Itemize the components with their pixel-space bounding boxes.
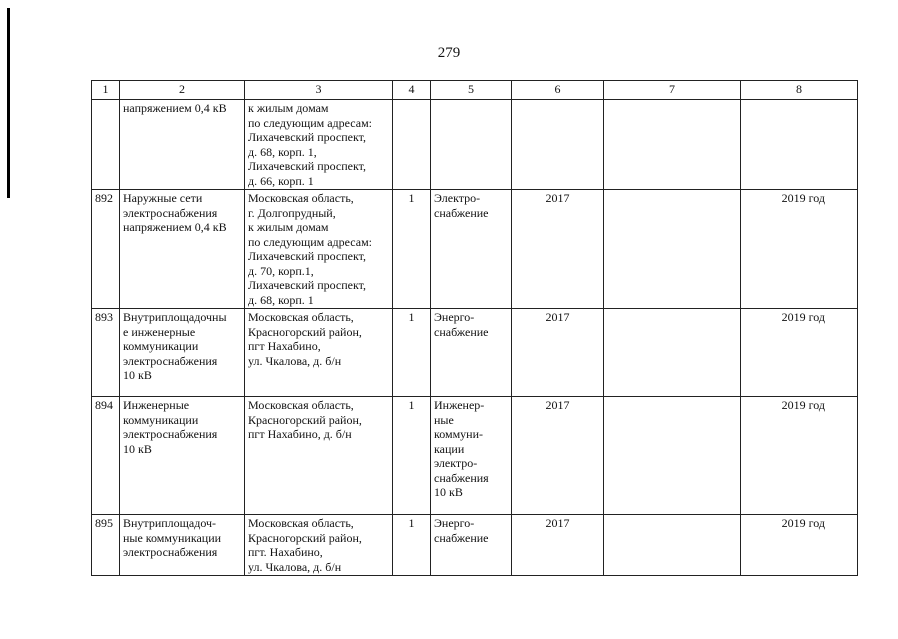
deadline-cell	[741, 100, 858, 190]
header-cell-4: 4	[393, 81, 431, 100]
col7-cell	[604, 515, 741, 576]
quantity-cell: 1	[393, 190, 431, 309]
table-row	[92, 100, 858, 190]
object-name-cell: напряжением 0,4 кВ	[120, 100, 245, 190]
header-cell-7: 7	[604, 81, 741, 100]
table-row	[92, 397, 858, 515]
quantity-cell: 1	[393, 397, 431, 515]
header-cell-2: 2	[120, 81, 245, 100]
header-cell-3: 3	[245, 81, 393, 100]
data-table	[91, 80, 858, 576]
table-row	[92, 190, 858, 309]
row-number-cell: 894	[92, 397, 120, 515]
row-number-cell	[92, 100, 120, 190]
type-cell: Электро- снабжение	[431, 190, 512, 309]
address-cell: Московская область, г. Долгопрудный, к жилым домам по следующим адресам: Лихачевский проспект, д. 70, корп.1, Лихачевский проспект, д. 68, корп. 1	[245, 190, 393, 309]
col7-cell	[604, 309, 741, 397]
deadline-cell: 2019 год	[741, 190, 858, 309]
address-cell: Московская область, Красногорский район, пгт Нахабино, ул. Чкалова, д. б/н	[245, 309, 393, 397]
address-cell: Московская область, Красногорский район, пгт. Нахабино, ул. Чкалова, д. б/н	[245, 515, 393, 576]
page-number: 279	[437, 45, 461, 61]
year-cell: 2017	[512, 397, 604, 515]
row-number-cell: 893	[92, 309, 120, 397]
deadline-cell: 2019 год	[741, 397, 858, 515]
object-name-cell: Внутриплощадочны е инженерные коммуникации электроснабжения 10 кВ	[120, 309, 245, 397]
table-row	[92, 515, 858, 576]
address-cell: Московская область, Красногорский район, пгт Нахабино, д. б/н	[245, 397, 393, 515]
year-cell: 2017	[512, 190, 604, 309]
object-name-cell: Инженерные коммуникации электроснабжения 10 кВ	[120, 397, 245, 515]
type-cell: Энерго- снабжение	[431, 309, 512, 397]
col7-cell	[604, 190, 741, 309]
quantity-cell: 1	[393, 309, 431, 397]
year-cell	[512, 100, 604, 190]
scan-edge-mark	[7, 8, 10, 198]
header-row	[92, 81, 858, 100]
quantity-cell	[393, 100, 431, 190]
row-number-cell: 892	[92, 190, 120, 309]
row-number-cell: 895	[92, 515, 120, 576]
year-cell: 2017	[512, 515, 604, 576]
col7-cell	[604, 100, 741, 190]
type-cell: Энерго- снабжение	[431, 515, 512, 576]
object-name-cell: Наружные сети электроснабжения напряжением 0,4 кВ	[120, 190, 245, 309]
header-cell-6: 6	[512, 81, 604, 100]
deadline-cell: 2019 год	[741, 515, 858, 576]
object-name-cell: Внутриплощадоч- ные коммуникации электроснабжения	[120, 515, 245, 576]
year-cell: 2017	[512, 309, 604, 397]
header-cell-8: 8	[741, 81, 858, 100]
header-cell-5: 5	[431, 81, 512, 100]
col7-cell	[604, 397, 741, 515]
type-cell	[431, 100, 512, 190]
header-cell-1: 1	[92, 81, 120, 100]
deadline-cell: 2019 год	[741, 309, 858, 397]
table-row	[92, 309, 858, 397]
quantity-cell: 1	[393, 515, 431, 576]
address-cell: к жилым домам по следующим адресам: Лихачевский проспект, д. 68, корп. 1, Лихачевский проспект, д. 66, корп. 1	[245, 100, 393, 190]
type-cell: Инженер- ные коммуни- кации электро- снабжения 10 кВ	[431, 397, 512, 515]
